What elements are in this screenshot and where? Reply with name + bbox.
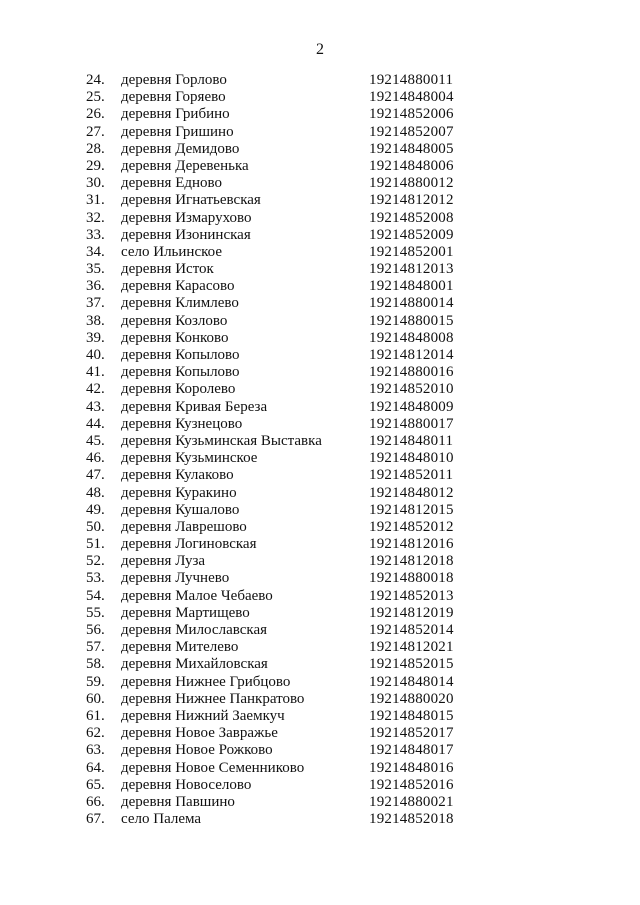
- settlement-name: деревня Исток: [121, 261, 214, 278]
- settlement-name: деревня Куракино: [121, 484, 237, 501]
- settlement-name: деревня Изонинская: [121, 226, 251, 243]
- settlement-name: деревня Луза: [121, 553, 206, 570]
- list-item: [0, 691, 640, 708]
- item-number: 52.: [86, 553, 105, 570]
- item-number: 24.: [86, 72, 105, 88]
- list-item: [0, 502, 640, 519]
- settlement-name: деревня Малое Чебаево: [121, 587, 273, 604]
- settlement-name: деревня Копылово: [121, 364, 240, 381]
- oktmo-code: 19214848012: [369, 484, 454, 501]
- item-number: 39.: [86, 329, 105, 346]
- item-number: 34.: [86, 243, 105, 260]
- list-item: [0, 313, 640, 330]
- oktmo-code: 19214852006: [369, 106, 454, 123]
- oktmo-code: 19214848014: [369, 673, 454, 690]
- oktmo-code: 19214848015: [369, 707, 454, 724]
- settlement-name: деревня Мителево: [121, 639, 239, 656]
- oktmo-code: 19214812019: [369, 604, 454, 621]
- oktmo-code: 19214848009: [369, 398, 454, 415]
- oktmo-code: 19214880015: [369, 312, 454, 329]
- oktmo-code: 19214852017: [369, 725, 454, 742]
- list-item: [0, 158, 640, 175]
- oktmo-code: 19214852008: [369, 209, 454, 226]
- item-number: 60.: [86, 690, 105, 707]
- item-number: 66.: [86, 793, 105, 810]
- list-item: [0, 124, 640, 141]
- item-number: 28.: [86, 140, 105, 157]
- settlement-name: деревня Карасово: [121, 278, 235, 295]
- oktmo-code: 19214848001: [369, 278, 454, 295]
- list-item: [0, 760, 640, 777]
- oktmo-code: 19214812013: [369, 261, 454, 278]
- oktmo-code: 19214880011: [369, 72, 454, 88]
- item-number: 31.: [86, 192, 105, 209]
- settlement-name: деревня Павшино: [121, 793, 235, 810]
- oktmo-code: 19214848006: [369, 157, 454, 174]
- list-item: [0, 450, 640, 467]
- item-number: 57.: [86, 639, 105, 656]
- settlement-name: деревня Кузнецово: [121, 415, 243, 432]
- oktmo-code: 19214848017: [369, 742, 454, 759]
- item-number: 26.: [86, 106, 105, 123]
- list-item: [0, 811, 640, 828]
- settlement-name: деревня Михайловская: [121, 656, 268, 673]
- list-item: [0, 364, 640, 381]
- list-item: [0, 261, 640, 278]
- list-item: [0, 605, 640, 622]
- settlement-name: село Палема: [121, 811, 202, 828]
- list-item: [0, 72, 640, 89]
- list-item: [0, 742, 640, 759]
- oktmo-code: 19214852012: [369, 518, 454, 535]
- item-number: 59.: [86, 673, 105, 690]
- settlement-name: деревня Новоселово: [121, 776, 252, 793]
- list-item: [0, 656, 640, 673]
- settlement-name: деревня Игнатьевская: [121, 192, 261, 209]
- item-number: 64.: [86, 759, 105, 776]
- item-number: 65.: [86, 776, 105, 793]
- list-item: [0, 330, 640, 347]
- list-item: [0, 106, 640, 123]
- settlement-name: деревня Новое Рожково: [121, 742, 273, 759]
- list-item: [0, 794, 640, 811]
- settlement-list: [0, 72, 640, 828]
- item-number: 38.: [86, 312, 105, 329]
- oktmo-code: 19214852009: [369, 226, 454, 243]
- item-number: 40.: [86, 347, 105, 363]
- oktmo-code: 19214880016: [369, 364, 454, 381]
- settlement-name: деревня Гришино: [121, 123, 234, 140]
- settlement-name: деревня Конково: [121, 329, 229, 346]
- item-number: 61.: [86, 707, 105, 724]
- list-item: [0, 141, 640, 158]
- oktmo-code: 19214880014: [369, 295, 454, 312]
- list-item: [0, 399, 640, 416]
- settlement-name: деревня Козлово: [121, 312, 228, 329]
- oktmo-code: 19214852015: [369, 656, 454, 673]
- oktmo-code: 19214880017: [369, 415, 454, 432]
- settlement-name: деревня Нижний Заемкуч: [121, 707, 285, 724]
- oktmo-code: 19214812021: [369, 639, 454, 656]
- settlement-name: деревня Климлево: [121, 295, 239, 312]
- oktmo-code: 19214812018: [369, 553, 454, 570]
- item-number: 35.: [86, 261, 105, 278]
- list-item: [0, 210, 640, 227]
- item-number: 41.: [86, 364, 105, 381]
- list-item: [0, 639, 640, 656]
- item-number: 46.: [86, 450, 105, 467]
- settlement-name: деревня Измарухово: [121, 209, 252, 226]
- settlement-name: деревня Лучнево: [121, 570, 230, 587]
- settlement-name: село Ильинское: [121, 243, 222, 260]
- item-number: 36.: [86, 278, 105, 295]
- settlement-name: деревня Королево: [121, 381, 236, 398]
- oktmo-code: 19214852013: [369, 587, 454, 604]
- item-number: 62.: [86, 725, 105, 742]
- oktmo-code: 19214812012: [369, 192, 454, 209]
- page-number: 2: [316, 41, 324, 58]
- settlement-name: деревня Мартищево: [121, 604, 250, 621]
- settlement-name: деревня Горлово: [121, 72, 227, 88]
- item-number: 47.: [86, 467, 105, 484]
- oktmo-code: 19214812014: [369, 347, 454, 363]
- item-number: 58.: [86, 656, 105, 673]
- list-item: [0, 416, 640, 433]
- list-item: [0, 244, 640, 261]
- oktmo-code: 19214852016: [369, 776, 454, 793]
- list-item: [0, 553, 640, 570]
- settlement-name: деревня Демидово: [121, 140, 240, 157]
- item-number: 42.: [86, 381, 105, 398]
- oktmo-code: 19214852018: [369, 811, 454, 828]
- list-item: [0, 622, 640, 639]
- oktmo-code: 19214852010: [369, 381, 454, 398]
- settlement-name: деревня Кузьминская Выставка: [121, 432, 322, 449]
- item-number: 29.: [86, 157, 105, 174]
- oktmo-code: 19214848010: [369, 450, 454, 467]
- list-item: [0, 192, 640, 209]
- item-number: 49.: [86, 501, 105, 518]
- list-item: [0, 278, 640, 295]
- item-number: 30.: [86, 175, 105, 192]
- item-number: 44.: [86, 415, 105, 432]
- settlement-name: деревня Лаврешово: [121, 518, 247, 535]
- settlement-name: деревня Нижнее Панкратово: [121, 690, 305, 707]
- oktmo-code: 19214812016: [369, 536, 454, 553]
- oktmo-code: 19214848005: [369, 140, 454, 157]
- oktmo-code: 19214848004: [369, 89, 454, 106]
- item-number: 45.: [86, 432, 105, 449]
- settlement-name: деревня Кривая Береза: [121, 398, 268, 415]
- list-item: [0, 227, 640, 244]
- settlement-name: деревня Кузьминское: [121, 450, 258, 467]
- settlement-name: деревня Новое Семенниково: [121, 759, 305, 776]
- item-number: 25.: [86, 89, 105, 106]
- item-number: 37.: [86, 295, 105, 312]
- list-item: [0, 674, 640, 691]
- item-number: 56.: [86, 622, 105, 638]
- settlement-name: деревня Горяево: [121, 89, 226, 106]
- oktmo-code: 19214880020: [369, 690, 454, 707]
- settlement-name: деревня Деревенька: [121, 157, 249, 174]
- list-item: [0, 89, 640, 106]
- settlement-name: деревня Грибино: [121, 106, 230, 123]
- item-number: 51.: [86, 536, 105, 553]
- oktmo-code: 19214880012: [369, 175, 454, 192]
- settlement-name: деревня Милославская: [121, 622, 268, 638]
- item-number: 32.: [86, 209, 105, 226]
- item-number: 33.: [86, 226, 105, 243]
- list-item: [0, 588, 640, 605]
- settlement-name: деревня Нижнее Грибцово: [121, 673, 291, 690]
- item-number: 43.: [86, 398, 105, 415]
- settlement-name: деревня Логиновская: [121, 536, 257, 553]
- list-item: [0, 295, 640, 312]
- oktmo-code: 19214880018: [369, 570, 454, 587]
- item-number: 63.: [86, 742, 105, 759]
- settlement-name: деревня Едново: [121, 175, 223, 192]
- list-item: [0, 536, 640, 553]
- item-number: 48.: [86, 484, 105, 501]
- settlement-name: деревня Кулаково: [121, 467, 234, 484]
- oktmo-code: 19214880021: [369, 793, 454, 810]
- oktmo-code: 19214812015: [369, 501, 454, 518]
- list-item: [0, 485, 640, 502]
- list-item: [0, 381, 640, 398]
- oktmo-code: 19214848011: [369, 432, 454, 449]
- item-number: 55.: [86, 604, 105, 621]
- oktmo-code: 19214848008: [369, 329, 454, 346]
- list-item: [0, 347, 640, 364]
- list-item: [0, 175, 640, 192]
- list-item: [0, 519, 640, 536]
- list-item: [0, 725, 640, 742]
- list-item: [0, 570, 640, 587]
- item-number: 53.: [86, 570, 105, 587]
- settlement-name: деревня Кушалово: [121, 501, 240, 518]
- list-item: [0, 433, 640, 450]
- list-item: [0, 708, 640, 725]
- list-item: [0, 777, 640, 794]
- oktmo-code: 19214852014: [369, 622, 454, 638]
- settlement-name: деревня Копылово: [121, 347, 240, 363]
- item-number: 54.: [86, 587, 105, 604]
- oktmo-code: 19214852011: [369, 467, 454, 484]
- item-number: 27.: [86, 123, 105, 140]
- item-number: 50.: [86, 518, 105, 535]
- oktmo-code: 19214848016: [369, 759, 454, 776]
- oktmo-code: 19214852001: [369, 243, 454, 260]
- settlement-name: деревня Новое Завражье: [121, 725, 278, 742]
- list-item: [0, 467, 640, 484]
- oktmo-code: 19214852007: [369, 123, 454, 140]
- item-number: 67.: [86, 811, 105, 828]
